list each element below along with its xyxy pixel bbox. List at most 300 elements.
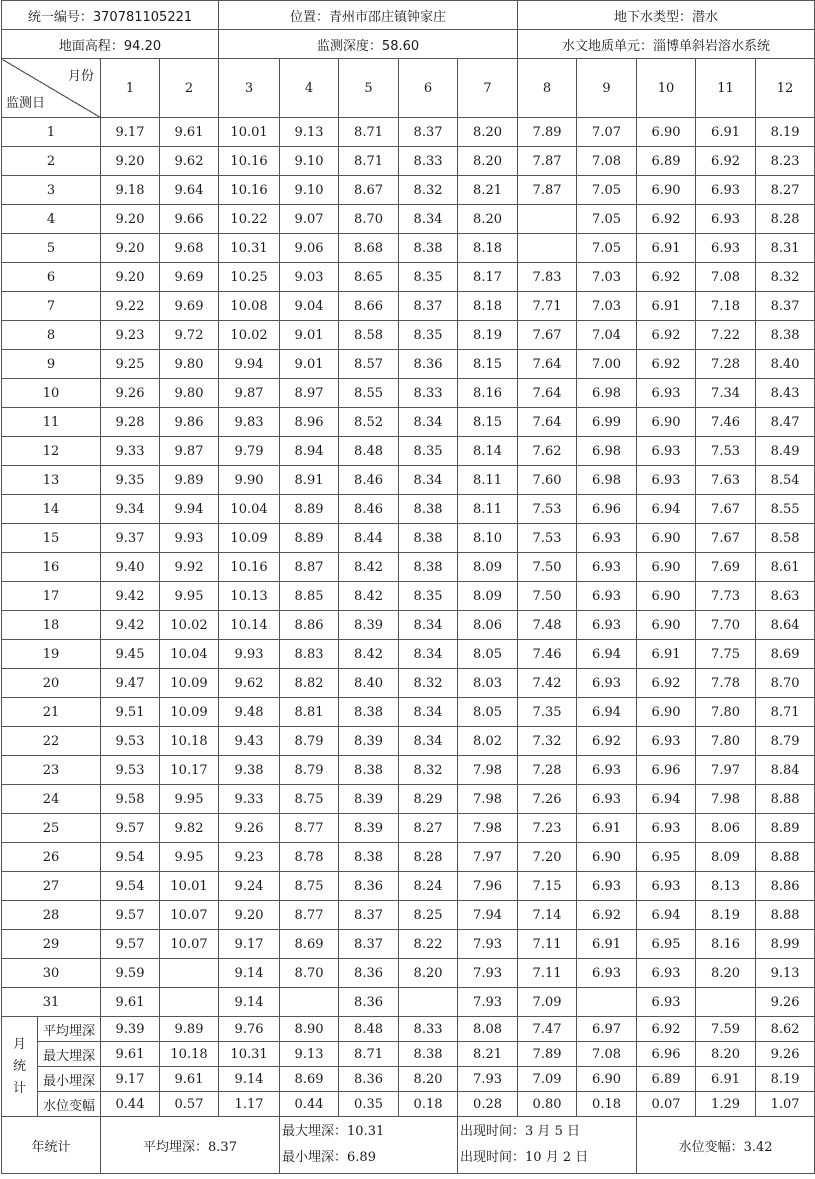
stat-value-cell: 9.13 — [280, 1042, 339, 1067]
annual-range: 水位变幅：3.42 — [637, 1117, 815, 1174]
depth-value-cell: 8.69 — [280, 930, 339, 959]
depth-value-cell: 10.08 — [219, 292, 280, 321]
depth-value-cell: 8.13 — [696, 872, 756, 901]
depth-value-cell: 9.61 — [101, 988, 160, 1017]
table-row — [2, 176, 815, 205]
depth-value-cell: 7.28 — [518, 756, 577, 785]
depth-value-cell: 7.00 — [577, 350, 637, 379]
depth-value-cell: 7.93 — [458, 959, 518, 988]
depth-value-cell: 9.59 — [101, 959, 160, 988]
depth-value-cell: 9.26 — [101, 379, 160, 408]
table-row — [2, 611, 815, 640]
depth-value-cell: 8.36 — [399, 350, 458, 379]
depth-value-cell: 9.87 — [219, 379, 280, 408]
depth-value-cell: 9.94 — [160, 495, 219, 524]
depth-value-cell: 9.06 — [280, 234, 339, 263]
depth-value-cell: 9.54 — [101, 843, 160, 872]
depth-value-cell: 7.46 — [696, 408, 756, 437]
depth-value-cell: 6.93 — [637, 814, 696, 843]
depth-value-cell: 6.98 — [577, 437, 637, 466]
day-cell: 26 — [2, 843, 101, 872]
stat-value-cell: 0.18 — [577, 1092, 637, 1117]
depth-value-cell: 6.90 — [637, 698, 696, 727]
depth-value: 58.60 — [381, 38, 420, 54]
depth-value-cell: 8.17 — [458, 263, 518, 292]
stat-value-cell: 7.93 — [458, 1067, 518, 1092]
stat-value-cell: 9.17 — [101, 1067, 160, 1092]
depth-value-cell: 7.87 — [518, 176, 577, 205]
depth-value-cell: 6.94 — [637, 495, 696, 524]
depth-value-cell: 7.67 — [696, 495, 756, 524]
stat-value-cell: 8.20 — [696, 1042, 756, 1067]
depth-value-cell: 6.93 — [577, 756, 637, 785]
depth-value-cell: 8.21 — [458, 176, 518, 205]
depth-value-cell: 7.89 — [518, 118, 577, 147]
depth-value-cell: 8.38 — [399, 553, 458, 582]
depth-value-cell: 9.47 — [101, 669, 160, 698]
depth-value-cell: 6.96 — [577, 495, 637, 524]
depth-value-cell: 8.14 — [458, 437, 518, 466]
depth-value-cell: 8.35 — [399, 437, 458, 466]
depth-value-cell: 7.97 — [696, 756, 756, 785]
depth-value-cell: 9.93 — [219, 640, 280, 669]
depth-value-cell: 6.99 — [577, 408, 637, 437]
monthly-stats-char: 计 — [12, 1080, 26, 1096]
depth-value-cell: 9.20 — [101, 263, 160, 292]
day-cell: 14 — [2, 495, 101, 524]
depth-value-cell: 10.04 — [160, 640, 219, 669]
depth-value-cell: 7.05 — [577, 234, 637, 263]
depth-value-cell: 8.39 — [339, 611, 399, 640]
depth-value-cell: 7.69 — [696, 553, 756, 582]
depth-value-cell: 8.70 — [280, 959, 339, 988]
table-row — [2, 698, 815, 727]
depth-value-cell: 8.34 — [399, 408, 458, 437]
depth-value-cell: 8.34 — [399, 640, 458, 669]
stat-value-cell: 0.44 — [101, 1092, 160, 1117]
depth-value-cell: 9.40 — [101, 553, 160, 582]
depth-value-cell: 8.75 — [280, 785, 339, 814]
depth-value-cell: 9.24 — [219, 872, 280, 901]
depth-value-cell: 6.91 — [637, 234, 696, 263]
depth-value-cell: 10.04 — [219, 495, 280, 524]
stat-label: 最小埋深 — [38, 1067, 101, 1092]
table-row — [2, 640, 815, 669]
depth-value-cell: 10.31 — [219, 234, 280, 263]
depth-value-cell: 7.64 — [518, 350, 577, 379]
day-cell: 23 — [2, 756, 101, 785]
depth-value-cell: 8.69 — [756, 640, 815, 669]
depth-value-cell: 6.93 — [577, 582, 637, 611]
depth-value-cell: 8.05 — [458, 640, 518, 669]
depth-value-cell: 7.75 — [696, 640, 756, 669]
depth-value-cell: 10.09 — [160, 698, 219, 727]
depth-value-cell: 7.63 — [696, 466, 756, 495]
depth-value-cell: 6.98 — [577, 379, 637, 408]
depth-value-cell: 7.50 — [518, 553, 577, 582]
depth-value-cell: 8.32 — [399, 756, 458, 785]
depth-value-cell: 7.42 — [518, 669, 577, 698]
depth-value-cell — [518, 205, 577, 234]
depth-value-cell: 6.92 — [696, 147, 756, 176]
depth-value-cell: 8.27 — [756, 176, 815, 205]
day-cell: 30 — [2, 959, 101, 988]
depth-value-cell: 6.92 — [637, 669, 696, 698]
day-cell: 20 — [2, 669, 101, 698]
depth-value-cell: 8.06 — [696, 814, 756, 843]
depth-value-cell: 6.98 — [577, 466, 637, 495]
depth-value-cell: 6.93 — [637, 437, 696, 466]
depth-value-cell: 7.22 — [696, 321, 756, 350]
depth-value-cell: 8.29 — [399, 785, 458, 814]
depth-value-cell: 6.94 — [577, 698, 637, 727]
depth-value-cell: 9.58 — [101, 785, 160, 814]
annual-label: 年统计 — [2, 1117, 101, 1174]
depth-value-cell: 8.79 — [280, 727, 339, 756]
depth-value-cell: 10.02 — [160, 611, 219, 640]
depth-value-cell: 6.94 — [637, 901, 696, 930]
depth-value-cell: 8.38 — [339, 698, 399, 727]
depth-value-cell: 9.94 — [219, 350, 280, 379]
depth-value-cell: 7.05 — [577, 205, 637, 234]
day-cell: 15 — [2, 524, 101, 553]
depth-value-cell: 9.69 — [160, 263, 219, 292]
depth-value-cell: 8.84 — [756, 756, 815, 785]
depth-value-cell: 9.34 — [101, 495, 160, 524]
depth-value-cell: 8.15 — [458, 350, 518, 379]
depth-value-cell: 9.57 — [101, 814, 160, 843]
elevation-cell — [2, 30, 219, 59]
depth-value-cell: 6.93 — [577, 524, 637, 553]
depth-value-cell: 9.86 — [160, 408, 219, 437]
depth-value-cell: 9.57 — [101, 930, 160, 959]
depth-value-cell: 10.02 — [219, 321, 280, 350]
table-row — [2, 292, 815, 321]
depth-value-cell: 7.03 — [577, 263, 637, 292]
depth-value-cell: 6.93 — [696, 176, 756, 205]
depth-value-cell: 6.94 — [577, 640, 637, 669]
depth-value-cell: 9.61 — [160, 118, 219, 147]
day-cell: 18 — [2, 611, 101, 640]
depth-value-cell: 8.36 — [339, 872, 399, 901]
stat-value-cell: 7.47 — [518, 1017, 577, 1042]
depth-value-cell: 7.14 — [518, 901, 577, 930]
stat-value-cell: 8.69 — [280, 1067, 339, 1092]
depth-value-cell: 8.32 — [756, 263, 815, 292]
table-row — [2, 785, 815, 814]
stat-value-cell: 8.90 — [280, 1017, 339, 1042]
depth-value-cell: 8.27 — [399, 814, 458, 843]
stat-value-cell: 7.08 — [577, 1042, 637, 1067]
depth-value-cell: 6.92 — [637, 205, 696, 234]
depth-value-cell: 6.93 — [637, 727, 696, 756]
depth-value-cell: 6.90 — [637, 611, 696, 640]
table-row — [2, 553, 815, 582]
depth-value-cell: 8.19 — [696, 901, 756, 930]
depth-value-cell: 6.92 — [577, 727, 637, 756]
depth-value-cell: 7.53 — [518, 524, 577, 553]
stat-value-cell: 9.61 — [101, 1042, 160, 1067]
day-cell: 16 — [2, 553, 101, 582]
day-cell: 9 — [2, 350, 101, 379]
depth-value-cell: 9.20 — [101, 147, 160, 176]
depth-value-cell: 9.23 — [101, 321, 160, 350]
depth-value-cell: 6.95 — [637, 843, 696, 872]
depth-value-cell: 6.92 — [637, 350, 696, 379]
month-header: 12 — [756, 59, 815, 118]
monthly-stats-label — [2, 1017, 38, 1117]
day-cell: 3 — [2, 176, 101, 205]
depth-value-cell: 8.35 — [399, 582, 458, 611]
depth-value-cell — [696, 988, 756, 1017]
depth-value-cell — [160, 988, 219, 1017]
table-row — [2, 843, 815, 872]
depth-value-cell: 9.25 — [101, 350, 160, 379]
day-cell: 13 — [2, 466, 101, 495]
stat-value-cell: 9.61 — [160, 1067, 219, 1092]
monthly-stats-char: 统 — [12, 1058, 26, 1074]
depth-value-cell: 8.85 — [280, 582, 339, 611]
table-row — [2, 495, 815, 524]
depth-value-cell: 9.57 — [101, 901, 160, 930]
depth-value-cell: 8.10 — [458, 524, 518, 553]
depth-value-cell: 9.51 — [101, 698, 160, 727]
stat-label: 水位变幅 — [38, 1092, 101, 1117]
depth-value-cell: 7.11 — [518, 930, 577, 959]
depth-value-cell: 8.20 — [458, 118, 518, 147]
stat-value-cell: 6.90 — [577, 1067, 637, 1092]
depth-value-cell: 8.77 — [280, 901, 339, 930]
month-header: 3 — [219, 59, 280, 118]
depth-value-cell: 8.25 — [399, 901, 458, 930]
depth-value-cell: 8.35 — [399, 263, 458, 292]
depth-value-cell: 8.02 — [458, 727, 518, 756]
depth-value-cell: 8.22 — [399, 930, 458, 959]
depth-value-cell: 9.93 — [160, 524, 219, 553]
depth-value-cell: 10.17 — [160, 756, 219, 785]
depth-value-cell: 8.43 — [756, 379, 815, 408]
depth-value-cell: 7.08 — [696, 263, 756, 292]
depth-value-cell: 9.33 — [219, 785, 280, 814]
depth-value-cell: 8.05 — [458, 698, 518, 727]
depth-value-cell: 6.91 — [696, 118, 756, 147]
depth-value-cell: 6.93 — [637, 959, 696, 988]
depth-value-cell: 8.03 — [458, 669, 518, 698]
depth-value-cell: 9.10 — [280, 147, 339, 176]
depth-value-cell: 9.62 — [160, 147, 219, 176]
depth-value-cell: 7.96 — [458, 872, 518, 901]
depth-value-cell: 7.05 — [577, 176, 637, 205]
depth-value-cell: 7.11 — [518, 959, 577, 988]
elevation-label: 地面高程： — [58, 38, 124, 54]
stat-value-cell: 6.89 — [637, 1067, 696, 1092]
day-cell: 19 — [2, 640, 101, 669]
depth-value-cell: 8.77 — [280, 814, 339, 843]
day-cell: 22 — [2, 727, 101, 756]
depth-value-cell: 6.93 — [637, 466, 696, 495]
depth-value-cell: 7.53 — [696, 437, 756, 466]
depth-value-cell: 7.62 — [518, 437, 577, 466]
stat-value-cell: 9.76 — [219, 1017, 280, 1042]
depth-value-cell: 10.07 — [160, 901, 219, 930]
depth-value-cell: 10.16 — [219, 553, 280, 582]
annual-time-stack — [458, 1119, 636, 1171]
depth-value-cell: 8.20 — [399, 959, 458, 988]
table-row — [2, 930, 815, 959]
location-cell — [219, 1, 518, 30]
depth-value-cell: 6.91 — [577, 930, 637, 959]
depth-value-cell: 8.06 — [458, 611, 518, 640]
table-row — [2, 350, 815, 379]
depth-value-cell: 8.39 — [339, 814, 399, 843]
depth-value-cell: 8.38 — [399, 234, 458, 263]
depth-value-cell: 6.90 — [637, 408, 696, 437]
stat-value-cell: 8.38 — [399, 1042, 458, 1067]
depth-value-cell: 6.93 — [577, 669, 637, 698]
depth-value-cell: 8.32 — [399, 176, 458, 205]
station-id-label: 统一编号： — [27, 9, 93, 25]
depth-value-cell: 8.38 — [339, 756, 399, 785]
depth-value-cell: 8.20 — [696, 959, 756, 988]
depth-value-cell: 6.93 — [696, 205, 756, 234]
depth-value-cell: 8.86 — [756, 872, 815, 901]
depth-value-cell: 9.35 — [101, 466, 160, 495]
station-id-cell — [2, 1, 219, 30]
depth-value-cell: 9.64 — [160, 176, 219, 205]
table-body — [2, 59, 815, 1174]
depth-value-cell: 8.38 — [339, 843, 399, 872]
depth-value-cell: 10.16 — [219, 147, 280, 176]
depth-value-cell: 9.33 — [101, 437, 160, 466]
depth-value-cell: 6.90 — [637, 176, 696, 205]
depth-value-cell: 8.36 — [339, 988, 399, 1017]
depth-value-cell: 7.07 — [577, 118, 637, 147]
depth-cell — [219, 30, 518, 59]
header-row-1 — [2, 1, 815, 30]
day-cell: 24 — [2, 785, 101, 814]
depth-value-cell: 7.98 — [458, 756, 518, 785]
depth-value-cell: 8.33 — [399, 379, 458, 408]
depth-value-cell: 7.35 — [518, 698, 577, 727]
depth-value-cell: 7.20 — [518, 843, 577, 872]
water-type-cell — [518, 1, 815, 30]
depth-value-cell: 7.60 — [518, 466, 577, 495]
depth-value-cell: 8.31 — [756, 234, 815, 263]
depth-value-cell: 8.18 — [458, 292, 518, 321]
depth-value-cell: 8.88 — [756, 901, 815, 930]
depth-value-cell: 8.33 — [399, 147, 458, 176]
table-row — [2, 379, 815, 408]
depth-value-cell: 8.28 — [756, 205, 815, 234]
depth-value-cell: 7.98 — [696, 785, 756, 814]
depth-value-cell: 8.47 — [756, 408, 815, 437]
month-header: 5 — [339, 59, 399, 118]
depth-value-cell: 9.42 — [101, 582, 160, 611]
depth-value-cell: 9.89 — [160, 466, 219, 495]
depth-value-cell: 7.94 — [458, 901, 518, 930]
depth-value-cell: 8.57 — [339, 350, 399, 379]
stat-value-cell: 0.07 — [637, 1092, 696, 1117]
depth-value-cell: 8.99 — [756, 930, 815, 959]
depth-value-cell: 8.23 — [756, 147, 815, 176]
depth-value-cell: 9.82 — [160, 814, 219, 843]
depth-value-cell: 9.43 — [219, 727, 280, 756]
annual-max-min-cell — [280, 1117, 458, 1174]
depth-value-cell: 8.91 — [280, 466, 339, 495]
depth-value-cell: 8.36 — [339, 959, 399, 988]
depth-value-cell: 9.53 — [101, 756, 160, 785]
depth-value-cell: 9.87 — [160, 437, 219, 466]
depth-value-cell: 9.03 — [280, 263, 339, 292]
depth-value-cell: 8.37 — [339, 901, 399, 930]
depth-value-cell: 9.80 — [160, 379, 219, 408]
corner-month-label: 月份 — [67, 69, 94, 84]
day-cell: 27 — [2, 872, 101, 901]
depth-value-cell: 7.32 — [518, 727, 577, 756]
depth-value-cell: 8.40 — [756, 350, 815, 379]
stat-value-cell: 0.44 — [280, 1092, 339, 1117]
annual-average-depth: 平均埋深：8.37 — [101, 1117, 280, 1174]
depth-label: 监测深度： — [316, 38, 382, 54]
depth-value-cell: 9.22 — [101, 292, 160, 321]
stat-value-cell: 8.19 — [756, 1067, 815, 1092]
depth-value-cell: 7.97 — [458, 843, 518, 872]
depth-value-cell: 8.67 — [339, 176, 399, 205]
depth-value-cell: 8.38 — [756, 321, 815, 350]
depth-value-cell: 6.93 — [577, 611, 637, 640]
stat-value-cell: 0.18 — [399, 1092, 458, 1117]
water-type-value: 潜水 — [692, 9, 719, 25]
stat-label: 平均埋深 — [38, 1017, 101, 1042]
depth-value-cell: 8.42 — [339, 582, 399, 611]
monitoring-table — [1, 0, 815, 1174]
stat-value-cell: 8.20 — [399, 1067, 458, 1092]
depth-value-cell: 9.10 — [280, 176, 339, 205]
depth-value-cell: 7.98 — [458, 785, 518, 814]
depth-value-cell: 6.92 — [637, 263, 696, 292]
depth-value-cell: 7.15 — [518, 872, 577, 901]
depth-value-cell: 8.83 — [280, 640, 339, 669]
annual-stats-row — [2, 1117, 815, 1174]
depth-value-cell: 8.38 — [399, 495, 458, 524]
stats-row — [2, 1017, 815, 1042]
depth-value-cell: 7.09 — [518, 988, 577, 1017]
depth-value-cell: 6.93 — [637, 988, 696, 1017]
day-cell: 31 — [2, 988, 101, 1017]
depth-value-cell: 6.96 — [637, 756, 696, 785]
depth-value-cell: 8.89 — [280, 524, 339, 553]
month-header: 7 — [458, 59, 518, 118]
stat-value-cell: 8.33 — [399, 1017, 458, 1042]
depth-value-cell: 8.71 — [339, 118, 399, 147]
header-row-2 — [2, 30, 815, 59]
depth-value-cell: 10.18 — [160, 727, 219, 756]
depth-value-cell: 8.18 — [458, 234, 518, 263]
depth-value-cell: 9.13 — [280, 118, 339, 147]
depth-value-cell: 6.93 — [577, 785, 637, 814]
depth-value-cell: 8.75 — [280, 872, 339, 901]
depth-value-cell: 8.37 — [756, 292, 815, 321]
depth-value-cell: 9.04 — [280, 292, 339, 321]
day-cell: 11 — [2, 408, 101, 437]
month-header: 4 — [280, 59, 339, 118]
stat-value-cell: 8.21 — [458, 1042, 518, 1067]
depth-value-cell: 7.71 — [518, 292, 577, 321]
depth-value-cell: 6.89 — [637, 147, 696, 176]
stat-value-cell: 6.97 — [577, 1017, 637, 1042]
annual-min-depth: 最小埋深：6.89 — [282, 1150, 376, 1165]
depth-value-cell: 9.53 — [101, 727, 160, 756]
